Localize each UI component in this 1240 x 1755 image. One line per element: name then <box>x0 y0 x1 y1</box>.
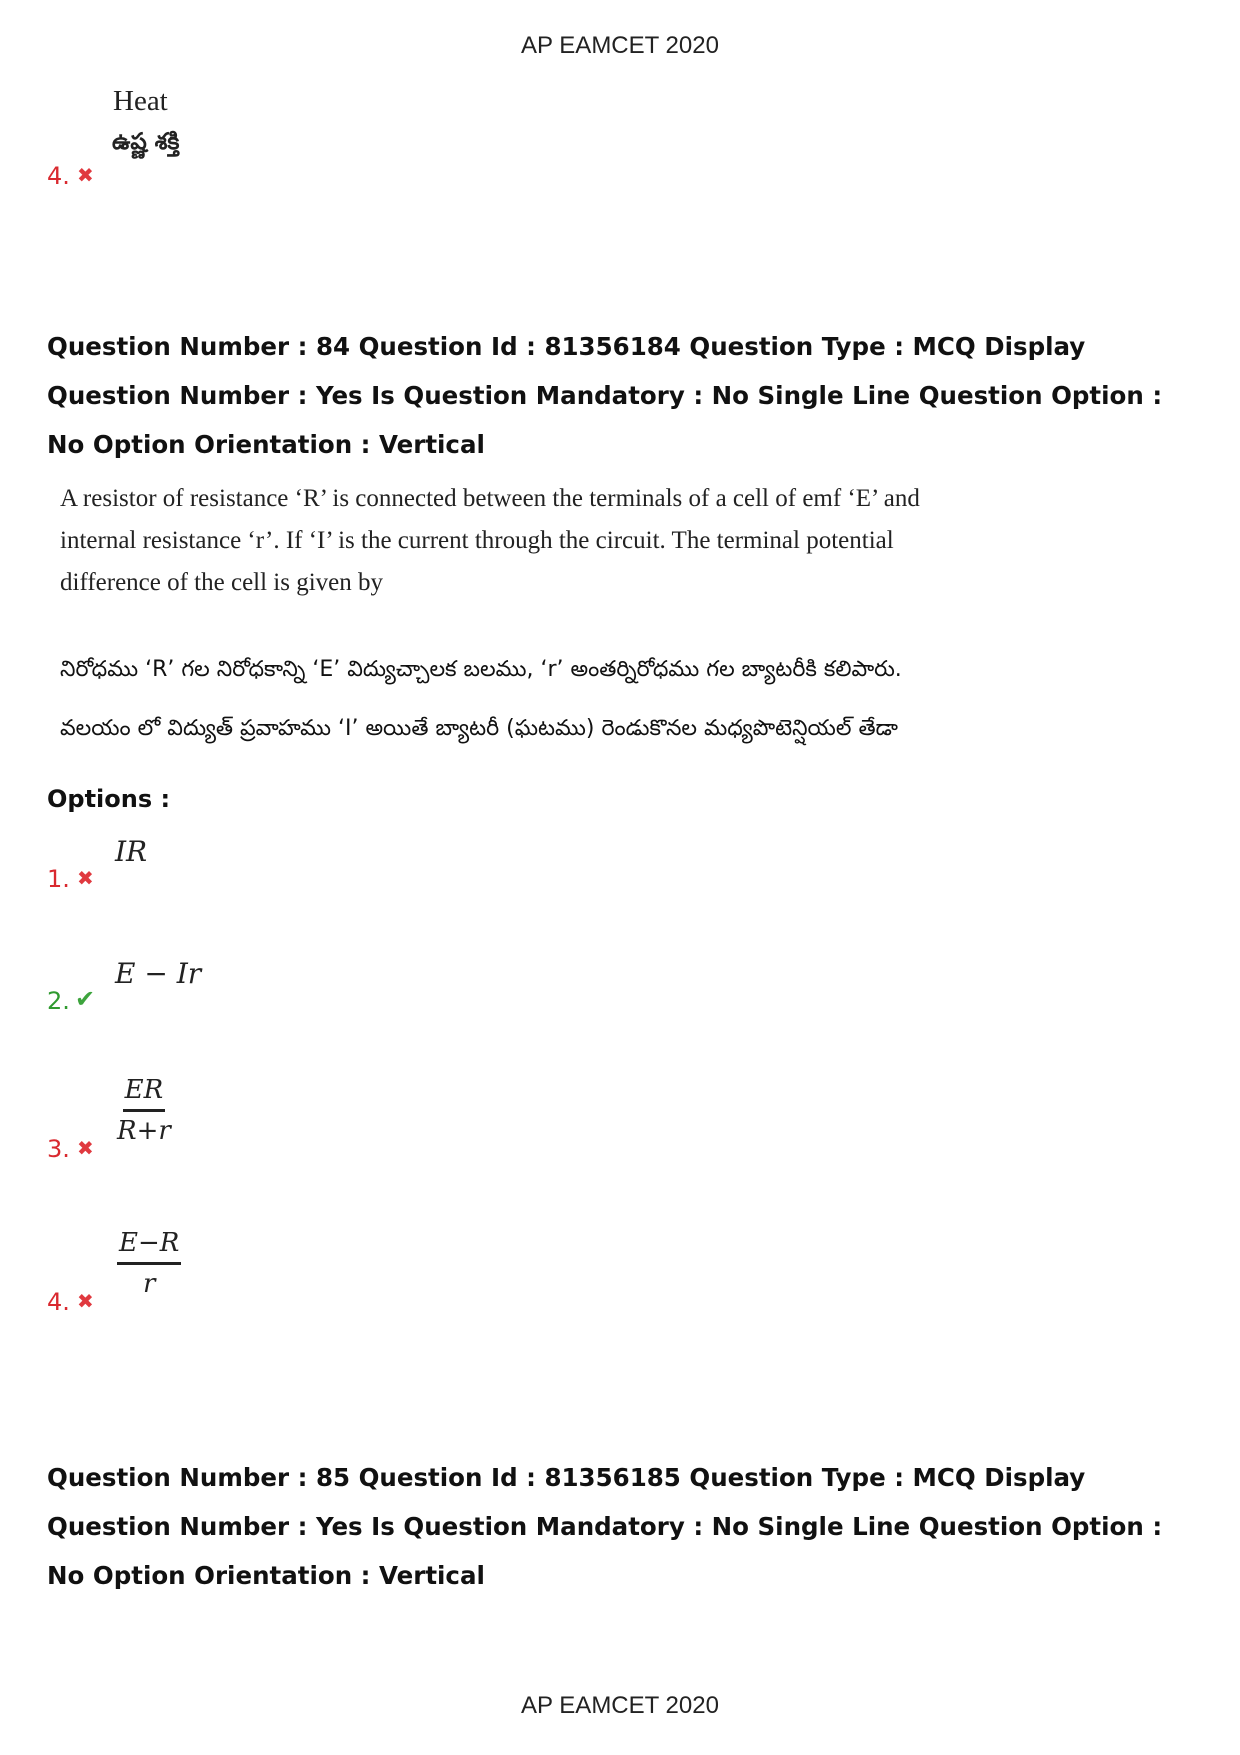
question-84-text-telugu-line-2: వలయం లో విద్యుత్ ప్రవాహము ‘I’ అయితే బ్యాటరీ (ఘటము) రెండుకొనల మధ్యపొటెన్షియల్ తేడా <box>60 716 898 741</box>
option-3[interactable] <box>47 1075 447 1185</box>
cross-mark-icon: ✖ <box>77 1289 94 1313</box>
cross-mark-icon: ✖ <box>77 866 94 890</box>
option-text-telugu: ఉష్ణ శక్తి <box>112 129 180 155</box>
option-1[interactable] <box>47 835 447 945</box>
option-number: 4. <box>47 1288 70 1316</box>
option-2[interactable] <box>47 957 447 1067</box>
prev-question-option-4 <box>47 85 347 195</box>
question-84-text-english: A resistor of resistance ‘R’ is connected between the terminals of a cell of emf ‘E’ and internal resistance ‘r’. If ‘I’ is the current through the circuit. The terminal potential difference of the cell is given by <box>60 485 920 596</box>
fraction-denominator: R+r <box>117 1116 171 1146</box>
option-number: 2. <box>47 987 70 1015</box>
option-number: 3. <box>47 1135 70 1163</box>
question-84-meta: Question Number : 84 Question Id : 81356184 Question Type : MCQ Display Question Number : Yes Is Question Mandatory : No Single Line Question Option : No Option Orientation : Vertical <box>47 332 1163 459</box>
option-number: 1. <box>47 865 70 893</box>
option-3-fraction <box>117 1075 171 1146</box>
fraction-numerator: E−R <box>117 1228 181 1265</box>
page-footer: AP EAMCET 2020 <box>521 1692 719 1719</box>
fraction-numerator: ER <box>123 1075 166 1112</box>
question-85-meta: Question Number : 85 Question Id : 81356185 Question Type : MCQ Display Question Number : Yes Is Question Mandatory : No Single Line Question Option : No Option Orientation : Vertical <box>47 1463 1163 1590</box>
page-header: AP EAMCET 2020 <box>521 32 719 59</box>
cross-mark-icon: ✖ <box>77 1136 94 1160</box>
option-text-english: Heat <box>113 85 168 117</box>
fraction-denominator: r <box>142 1269 156 1299</box>
option-2-expression: E − Ir <box>115 957 202 990</box>
option-4[interactable] <box>47 1228 447 1338</box>
option-number: 4. <box>47 162 70 190</box>
options-label: Options : <box>47 785 171 813</box>
option-4-fraction <box>117 1228 181 1299</box>
option-1-expression: IR <box>115 835 148 868</box>
cross-mark-icon: ✖ <box>77 163 94 187</box>
check-mark-icon: ✔ <box>75 985 96 1013</box>
question-84-text-telugu-line-1: నిరోధము ‘R’ గల నిరోధకాన్ని ‘E’ విద్యుచ్చాలక బలము, ‘r’ అంతర్నిరోధము గల బ్యాటరీకి కలిపారు. <box>60 657 902 682</box>
